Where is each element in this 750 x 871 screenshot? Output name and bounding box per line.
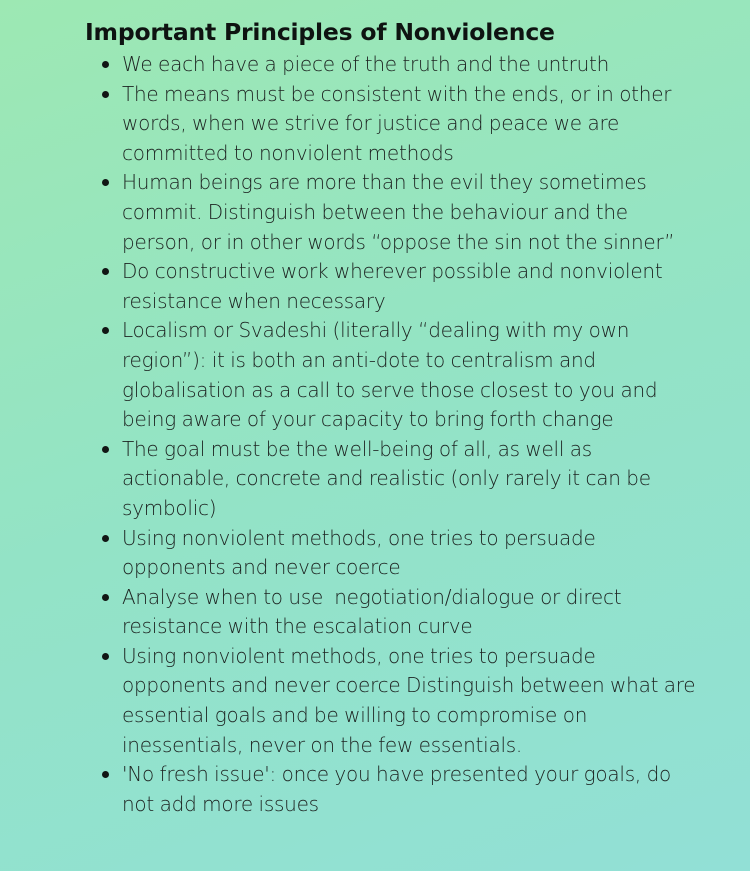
list-item-text: The goal must be the well-being of all, as well as actionable, concrete and realistic (only rarely it can be symbolic) [122, 436, 651, 520]
list-item [122, 583, 702, 642]
bullet-icon [102, 268, 109, 275]
bullet-icon [102, 91, 109, 98]
list-item-text: The means must be consistent with the ends, or in other words, when we strive for justice and peace we are committed to nonviolent methods [122, 81, 672, 165]
bullet-icon [102, 61, 109, 68]
list-item [122, 435, 702, 524]
list-item [122, 524, 702, 583]
list-item-text: Using nonviolent methods, one tries to persuade opponents and never coerce [122, 525, 596, 580]
list-item-text: Do constructive work wherever possible and nonviolent resistance when necessary [122, 259, 663, 313]
bullet-icon [102, 653, 109, 660]
list-item [122, 760, 702, 819]
bullet-icon [102, 446, 109, 453]
bullet-icon [102, 771, 109, 778]
bullet-icon [102, 179, 109, 186]
list-item [122, 316, 702, 434]
bullet-icon [102, 594, 109, 601]
list-item-text: Localism or Svadeshi (literally “dealing with my own region”): it is both an anti-dote to centralism and globalisation as a call to serve those closest to you and being aware of your capacity to bring forth change [122, 318, 658, 432]
list-item-text: Analyse when to use negotiation/dialogue or direct resistance with the escalation curve [122, 584, 627, 639]
bullet-icon [102, 327, 109, 334]
list-item [122, 168, 702, 257]
list-item [122, 80, 702, 169]
list-item-text: 'No fresh issue': once you have presented your goals, do not add more issues [122, 762, 672, 816]
list-item [122, 257, 702, 316]
list-item-text: Using nonviolent methods, one tries to persuade opponents and never coerce Distinguish between what are essential goals and be willing to compromise on inessentials, never on the few essentials. [122, 643, 696, 757]
principles-list [122, 50, 702, 819]
list-item-text: We each have a piece of the truth and the untruth [122, 52, 610, 76]
list-item [122, 50, 702, 80]
page-title: Important Principles of Nonviolence [85, 18, 555, 46]
list-item [122, 642, 702, 760]
bullet-icon [102, 535, 109, 542]
list-item-text: Human beings are more than the evil they sometimes commit. Distinguish between the behaviour and the person, or in other words “oppose the sin not the sinner” [122, 170, 675, 254]
